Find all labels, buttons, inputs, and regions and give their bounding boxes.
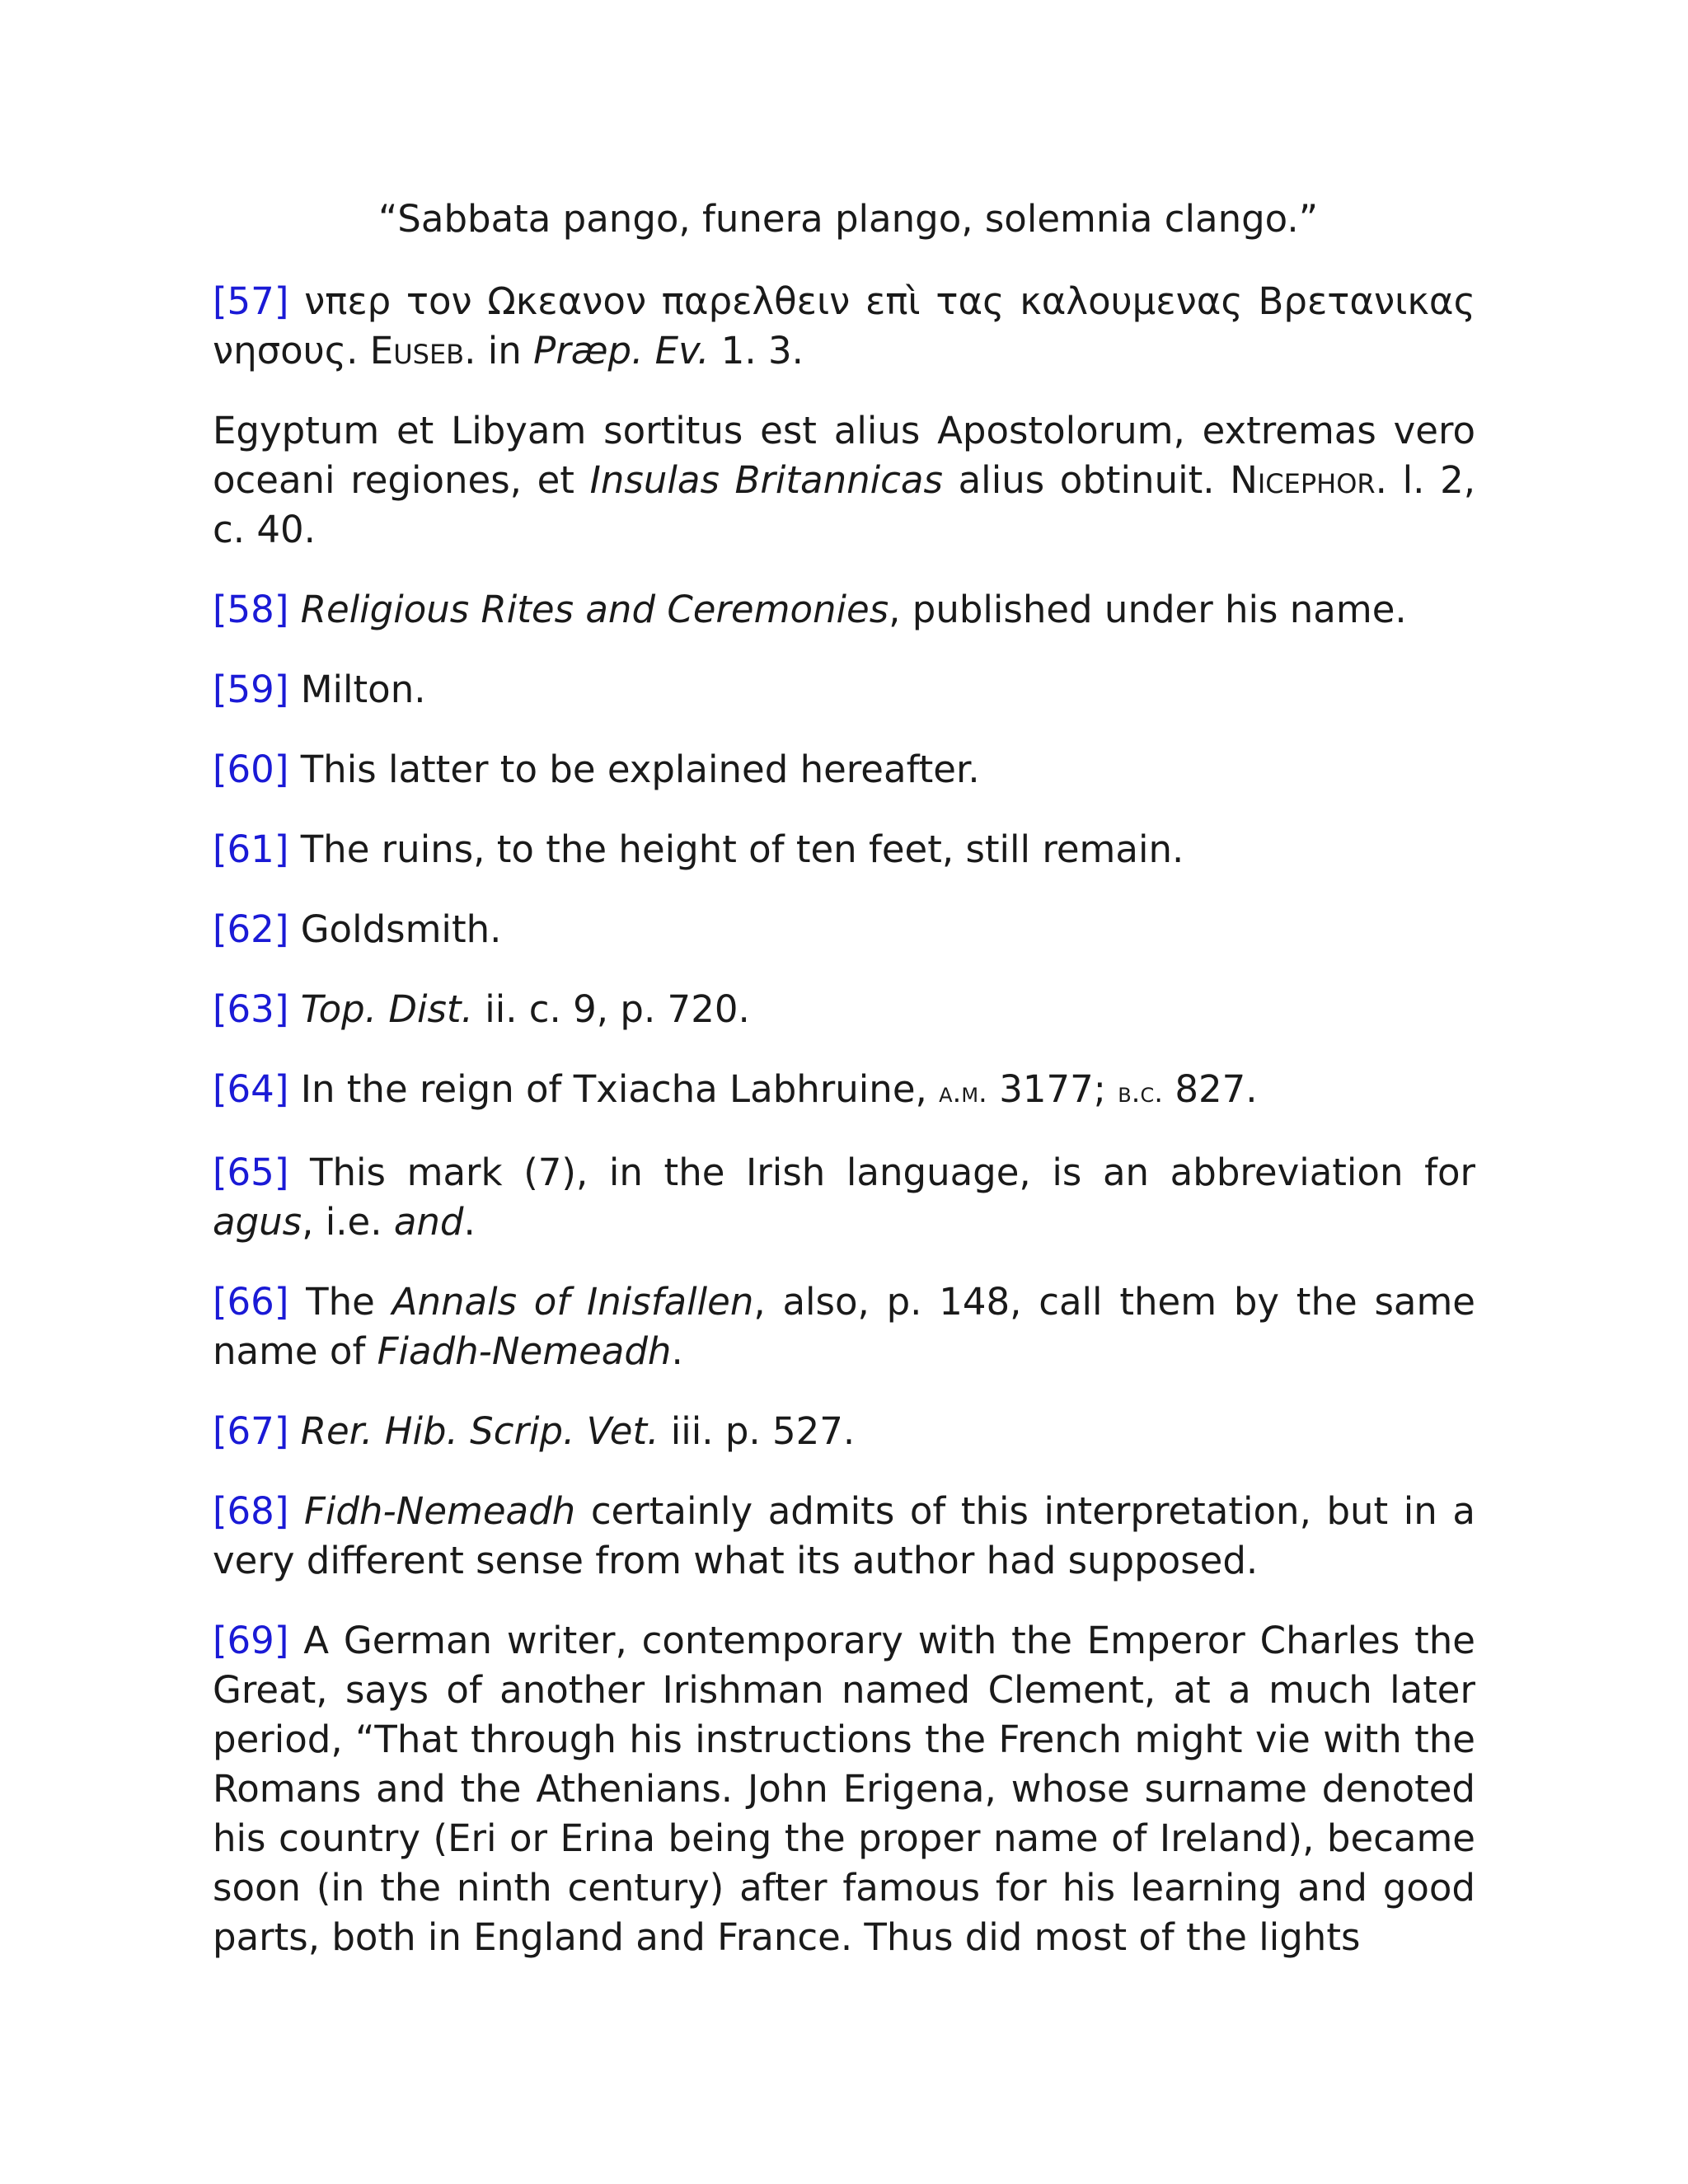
page-content (213, 194, 1475, 1962)
footnote-ref-62[interactable]: [62] (213, 907, 289, 951)
footnote-ref-63[interactable]: [63] (213, 987, 289, 1031)
italic-title: Top. Dist. (300, 987, 473, 1031)
italic-title: Fidh-Nemeadh (303, 1489, 576, 1533)
footnote-61: [61] The ruins, to the height of ten feet, still remain. (213, 827, 1184, 871)
footnote-ref-58[interactable]: [58] (213, 588, 289, 631)
italic-title: Insulas Britannicas (589, 458, 943, 502)
footnote-57: [57] νπερ τον Ωκεανον παρελθειν επὶ τας καλουμενας Βρετανικας νησους. Euseb. in Præp. Ev. 1. 3. (213, 279, 1475, 373)
footnote-ref-68[interactable]: [68] (213, 1489, 289, 1533)
era-bc: b.c. (1118, 1076, 1164, 1109)
footnote-58: [58] Religious Rites and Ceremonies, published under his name. (213, 588, 1407, 631)
footnote-63: [63] Top. Dist. ii. c. 9, p. 720. (213, 987, 750, 1031)
latin-quote: “Sabbata pango, funera plango, solemnia clango.” (377, 197, 1319, 241)
footnote-ref-66[interactable]: [66] (213, 1280, 289, 1324)
italic-title: Religious Rites and Ceremonies (300, 588, 889, 631)
author-abbrev: Euseb. (369, 329, 476, 373)
footnote-ref-60[interactable]: [60] (213, 748, 289, 791)
italic-title: Rer. Hib. Scrip. Vet. (300, 1409, 659, 1453)
footnote-57-continuation: Egyptum et Libyam sortitus est alius Apostolorum, extremas vero oceani regiones, et Insulas Britannicas alius obtinuit. Nicephor. l. 2, c. 40. (213, 409, 1476, 551)
footnote-65: [65] This mark (7), in the Irish language, is an abbreviation for agus, i.e. and. (213, 1151, 1475, 1244)
footnote-ref-64[interactable]: [64] (213, 1067, 289, 1111)
footnote-ref-57[interactable]: [57] (213, 279, 289, 323)
era-am: a.m. (939, 1076, 987, 1109)
footnote-ref-59[interactable]: [59] (213, 668, 289, 711)
work-title: Præp. Ev. (533, 329, 710, 373)
footnote-62: [62] Goldsmith. (213, 907, 502, 951)
footnote-64: [64] In the reign of Txiacha Labhruine, a.m. 3177; b.c. 827. (213, 1067, 1258, 1111)
footnote-66: [66] The Annals of Inisfallen, also, p. 148, call them by the same name of Fiadh-Nemeadh. (213, 1280, 1475, 1373)
footnote-ref-67[interactable]: [67] (213, 1409, 289, 1453)
footnote-ref-61[interactable]: [61] (213, 827, 289, 871)
footnote-60: [60] This latter to be explained hereafter. (213, 748, 980, 791)
footnote-ref-65[interactable]: [65] (213, 1151, 289, 1194)
footnote-69: [69] A German writer, contemporary with the Emperor Charles the Great, says of another Irishman named Clement, at a much later period, “That through his instructions the French might vie with the Romans and the Athenians. John Erigena, whose surname denoted his country (Eri or Erina being the proper name of Ireland), became soon (in the ninth century) after famous for his learning and good parts, both in England and France. Thus did most of the lights (213, 1619, 1475, 1959)
footnote-67: [67] Rer. Hib. Scrip. Vet. iii. p. 527. (213, 1409, 856, 1453)
footnote-59: [59] Milton. (213, 668, 426, 711)
author-abbrev: Nicephor (1230, 458, 1376, 502)
greek-text: νπερ τον Ωκεανον παρελθειν επὶ τας καλουμενας Βρετανικας νησους. (213, 279, 1475, 373)
footnote-68: [68] Fidh-Nemeadh certainly admits of this interpretation, but in a very different sense from what its author had supposed. (213, 1489, 1475, 1582)
footnote-ref-69[interactable]: [69] (213, 1619, 289, 1662)
